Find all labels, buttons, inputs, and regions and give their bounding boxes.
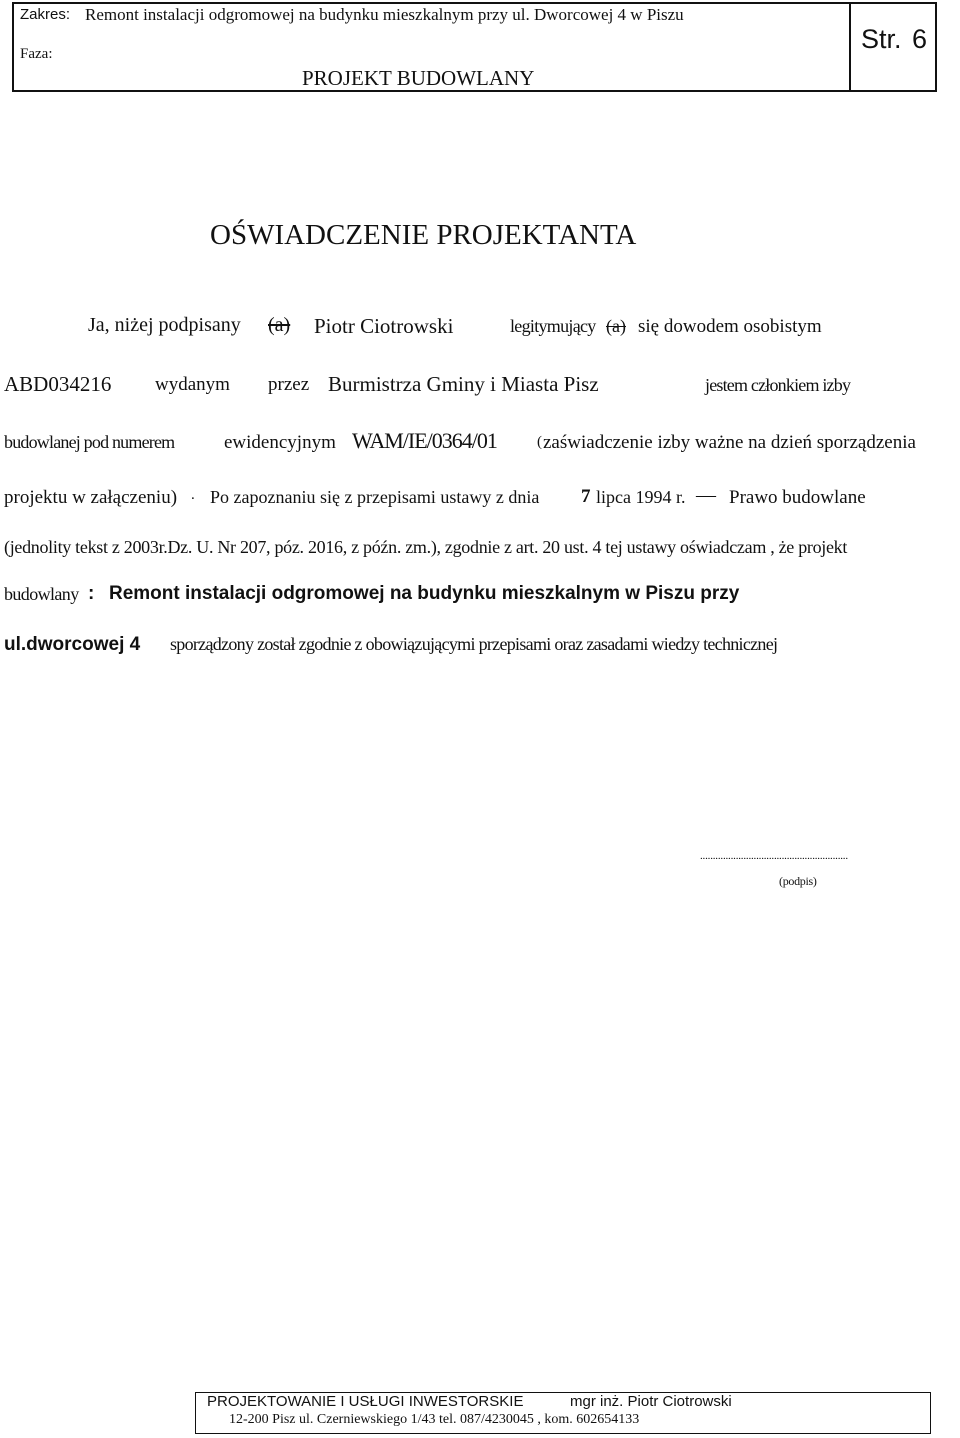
text-chamber-number-intro: budowlanej pod numerem	[4, 432, 175, 452]
text-legal-basis: (jednolity tekst z 2003r.Dz. U. Nr 207, póz. 2016, z późn. zm.), zgodnie z art. 20 ust. 4 tej ustawy oświadczam , że projekt	[4, 537, 848, 557]
footer-person: mgr inż. Piotr Ciotrowski	[570, 1393, 732, 1410]
text-act-date: lipca 1994 r.	[596, 487, 686, 507]
chamber-registration-number: WAM/IE/0364/01	[352, 428, 497, 453]
text-legitymujacy: legitymujący	[510, 316, 596, 336]
zakres-value: Remont instalacji odgromowej na budynku mieszkalnym przy ul. Dworcowej 4 w Piszu	[85, 5, 684, 24]
project-name: Remont instalacji odgromowej na budynku mieszkalnym w Piszu przy	[109, 583, 740, 604]
text-colon: :	[88, 583, 95, 604]
page-label: Str.	[861, 24, 902, 54]
text-compliance: sporządzony został zgodnie z obowiązującymi przepisami oraz zasadami wiedzy technicznej	[170, 634, 778, 654]
text-declarant-intro: Ja, niżej podpisany	[88, 314, 241, 336]
text-budowlany: budowlany	[4, 584, 79, 604]
text-wydanym: wydanym	[155, 374, 230, 395]
text-act-day: 7	[581, 486, 591, 507]
text-struck-a-2: (a)	[606, 316, 626, 336]
text-act-name: Prawo budowlane	[729, 487, 866, 508]
document-title: OŚWIADCZENIE PROJEKTANTA	[210, 219, 637, 251]
designer-name: Piotr Ciotrowski	[314, 314, 454, 338]
document-type: PROJEKT BUDOWLANY	[302, 66, 535, 90]
id-number: ABD034216	[4, 372, 112, 396]
text-id-document: się dowodem osobistym	[638, 316, 822, 337]
header-divider	[849, 4, 851, 90]
text-dash: —	[696, 484, 716, 506]
text-certificate-note: zaświadczenie izby ważne na dzień sporządzenia	[543, 432, 916, 453]
project-address: ul.dworcowej 4	[4, 634, 141, 655]
footer-company: PROJEKTOWANIE I USŁUGI INWESTORSKIE	[207, 1393, 524, 1410]
text-struck-a-1: (a)	[268, 314, 291, 336]
text-open-paren: (	[537, 434, 542, 450]
text-act-intro: Po zapoznaniu się z przepisami ustawy z dnia	[210, 487, 540, 507]
faza-label: Faza:	[20, 46, 53, 62]
zakres-label: Zakres:	[20, 6, 71, 23]
page-number: 6	[912, 24, 928, 54]
signature-line: ..........................................................	[700, 850, 848, 862]
text-przez: przez	[268, 374, 310, 395]
id-issuer: Burmistrza Gminy i Miasta Pisz	[328, 372, 599, 396]
text-chamber-member: jestem członkiem izby	[705, 375, 851, 395]
text-dot: .	[191, 487, 195, 503]
text-ewidencyjnym: ewidencyjnym	[224, 432, 336, 453]
footer-address: 12-200 Pisz ul. Czerniewskiego 1/43 tel. 087/4230045 , kom. 602654133	[229, 1412, 640, 1427]
signature-label: (podpis)	[779, 874, 817, 888]
text-attachment: projektu w załączeniu)	[4, 487, 178, 508]
